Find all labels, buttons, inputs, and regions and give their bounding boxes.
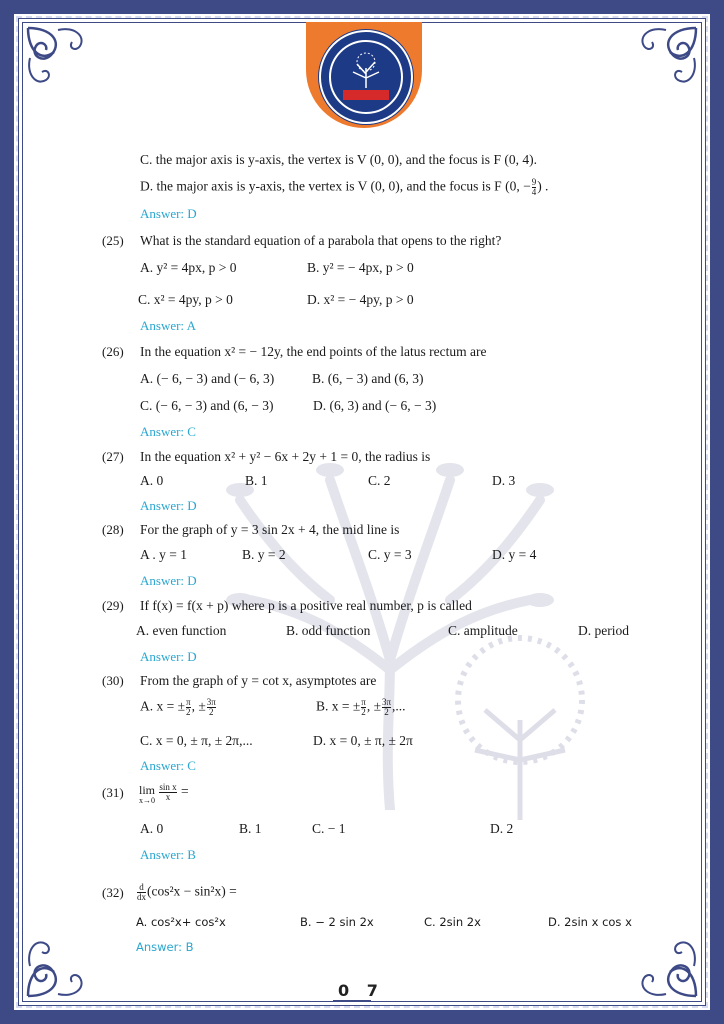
- question-32-answer: Answer: B: [136, 940, 194, 954]
- question-28-answer: Answer: D: [140, 573, 197, 588]
- question-25-option-c: C. x² = 4py, p > 0: [138, 292, 233, 307]
- question-24-option-d: D. the major axis is y-axis, the vertex is V (0, 0), and the focus is F (0, − $\frac{9}{4}$ ) .: [140, 177, 549, 197]
- question-31-option-a: A. 0: [140, 821, 164, 836]
- question-30-text: From the graph of y = cot x, asymptotes are: [140, 673, 377, 688]
- question-31-answer: Answer: B: [140, 847, 196, 862]
- question-28-option-d: D. y = 4: [492, 547, 537, 562]
- question-25-option-b: B. y² = − 4px, p > 0: [307, 260, 414, 275]
- question-32-option-a: A. cos²x+ cos²x: [136, 915, 226, 929]
- small-tree-watermark-icon: [445, 630, 595, 820]
- question-25-option-a: A. y² = 4px, p > 0: [140, 260, 237, 275]
- corner-ornament-icon: [22, 922, 102, 1002]
- question-27-option-a: A. 0: [140, 473, 164, 488]
- question-29-text: If f(x) = f(x + p) where p is a positive real number, p is called: [140, 598, 472, 613]
- question-27-number: (27): [102, 449, 124, 464]
- question-26-option-c: C. (− 6, − 3) and (6, − 3): [140, 398, 274, 413]
- question-26-option-a: A. (− 6, − 3) and (− 6, 3): [140, 371, 275, 386]
- question-28-option-a: A . y = 1: [140, 547, 187, 562]
- corner-ornament-icon: [622, 922, 702, 1002]
- question-26-number: (26): [102, 344, 124, 359]
- question-25-text: What is the standard equation of a parabola that opens to the right?: [140, 233, 502, 248]
- question-29-answer: Answer: D: [140, 649, 197, 664]
- question-31-number: (31): [102, 785, 124, 800]
- question-27-option-b: B. 1: [245, 473, 268, 488]
- question-27-answer: Answer: D: [140, 498, 197, 513]
- question-28-option-b: B. y = 2: [242, 547, 286, 562]
- question-25-number: (25): [102, 233, 124, 248]
- question-30-option-c: C. x = 0, ± π, ± 2π,...: [140, 733, 253, 748]
- question-32-text: $\frac{d}{dx}$ (cos²x − sin²x) =: [137, 882, 237, 902]
- question-24-option-c: C. the major axis is y-axis, the vertex is V (0, 0), and the focus is F (0, 4).: [140, 152, 537, 167]
- question-26-option-b: B. (6, − 3) and (6, 3): [312, 371, 424, 386]
- question-31-option-b: B. 1: [239, 821, 262, 836]
- question-32-option-b: B. − 2 sin 2x: [300, 915, 374, 929]
- question-29-number: (29): [102, 598, 124, 613]
- question-29-option-d: D. period: [578, 623, 629, 638]
- page-number: 0 7: [338, 981, 384, 1000]
- question-30-number: (30): [102, 673, 124, 688]
- school-logo-icon: [319, 30, 413, 124]
- question-26-option-d: D. (6, 3) and (− 6, − 3): [313, 398, 437, 413]
- question-28-text: For the graph of y = 3 sin 2x + 4, the mid line is: [140, 522, 400, 537]
- question-29-option-a: A. even function: [136, 623, 227, 638]
- question-30-option-d: D. x = 0, ± π, ± 2π: [313, 733, 413, 748]
- question-27-option-d: D. 3: [492, 473, 516, 488]
- question-25-answer: Answer: A: [140, 318, 196, 333]
- question-30-option-b: B. x = ± $\frac{\pi}{2}$ , ± $\frac{3\pi}{2}$ ,...: [316, 697, 406, 717]
- corner-ornament-icon: [22, 22, 102, 102]
- question-28-option-c: C. y = 3: [368, 547, 412, 562]
- question-31-option-c: C. − 1: [312, 821, 346, 836]
- question-26-answer: Answer: C: [140, 424, 196, 439]
- question-31-option-d: D. 2: [490, 821, 514, 836]
- question-30-option-a: A. x = ± $\frac{\pi}{2}$ , ± $\frac{3\pi}{2}$: [140, 697, 216, 717]
- question-30-answer: Answer: C: [140, 758, 196, 773]
- question-26-text: In the equation x² = − 12y, the end points of the latus rectum are: [140, 344, 487, 359]
- question-32-option-c: C. 2sin 2x: [424, 915, 481, 929]
- question-28-number: (28): [102, 522, 124, 537]
- question-29-option-c: C. amplitude: [448, 623, 518, 638]
- question-25-option-d: D. x² = − 4py, p > 0: [307, 292, 414, 307]
- corner-ornament-icon: [622, 22, 702, 102]
- question-32-number: (32): [102, 885, 124, 900]
- question-31-text: lim x→0 $\frac{\text{sin x}}{x}$ =: [139, 782, 189, 805]
- question-29-option-b: B. odd function: [286, 623, 371, 638]
- question-27-text: In the equation x² + y² − 6x + 2y + 1 = 0, the radius is: [140, 449, 431, 464]
- question-32-option-d: D. 2sin x cos x: [548, 915, 632, 929]
- question-27-option-c: C. 2: [368, 473, 391, 488]
- question-24-answer: Answer: D: [140, 206, 197, 221]
